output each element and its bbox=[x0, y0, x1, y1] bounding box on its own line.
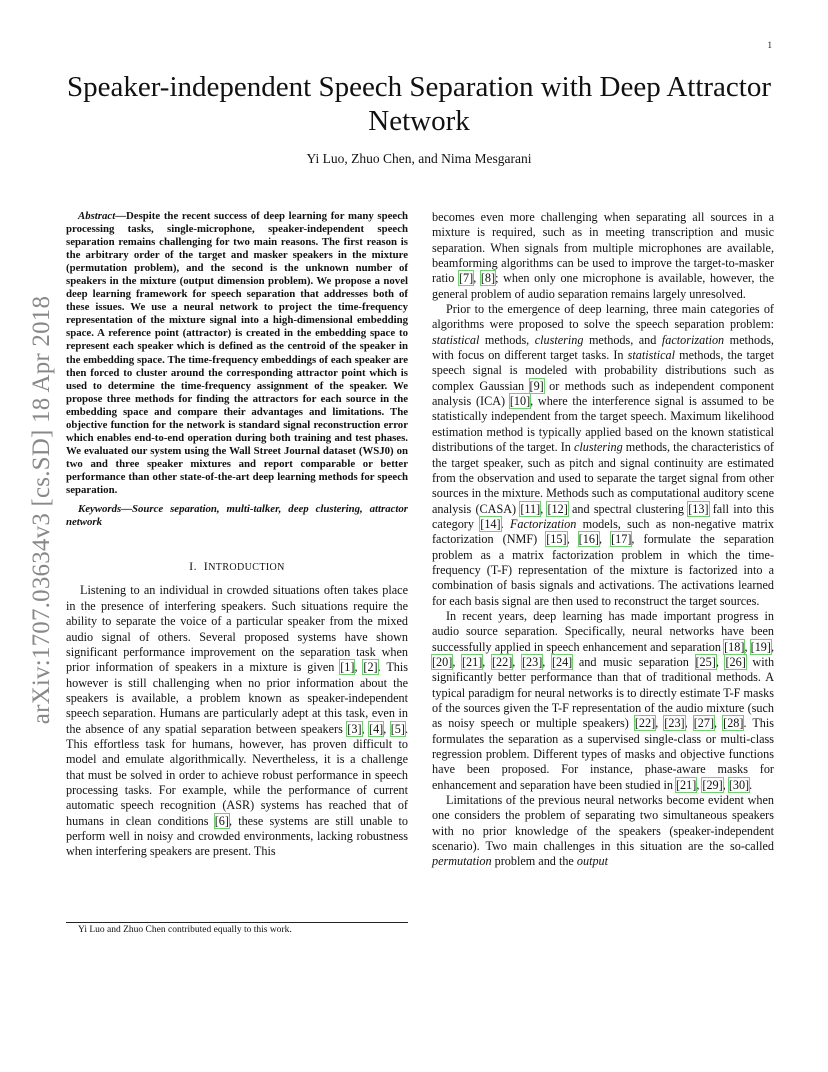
citation-link[interactable]: [7] bbox=[458, 271, 474, 286]
citation-link[interactable]: [30] bbox=[728, 777, 750, 792]
text-span: Limitations of the previous neural networks become evident when one considers the problem of separating two simultaneous speakers with no prior knowledge of the speakers (speaker-independent scenario). Two main challenges in this situation are the so-called bbox=[432, 793, 774, 854]
citation-link[interactable]: [19] bbox=[750, 639, 771, 654]
citation-link[interactable]: [28] bbox=[723, 716, 744, 731]
text-span: methods, the target speech signal is modeled with probability distributions such as complex Gaussian bbox=[432, 348, 774, 393]
emphasis: statistical bbox=[627, 348, 676, 363]
citation-link[interactable]: [21] bbox=[461, 654, 483, 669]
citation-link[interactable]: [15] bbox=[546, 532, 567, 547]
text-span: methods, and bbox=[583, 332, 662, 347]
text-span: problem and the bbox=[491, 854, 577, 869]
authors: Yi Luo, Zhuo Chen, and Nima Mesgarani bbox=[306, 151, 532, 166]
text-span: , where the interference signal is assumed to be statistically independent from the target speech. Maximum likelihood estimation method is typically applied based on the known statistical distributions of the target. In bbox=[432, 394, 775, 455]
citation-link[interactable]: [6] bbox=[214, 813, 229, 828]
keywords: Keywords—Source separation, multi-talker, deep clustering, attractor network bbox=[66, 503, 408, 529]
citation-link[interactable]: [13] bbox=[688, 501, 709, 516]
citation-link[interactable]: [21] bbox=[676, 777, 697, 792]
paper-title: Speaker-independent Speech Separation with Deep Attractor Network bbox=[66, 71, 772, 137]
citation-link[interactable]: [4] bbox=[369, 721, 384, 736]
text-span: models, such as non-negative matrix factorization (NMF) bbox=[432, 516, 774, 547]
arxiv-stamp-text: arXiv:1707.03634v3 [cs.SD] 18 Apr 2018 bbox=[28, 295, 55, 725]
footnote-rule bbox=[66, 922, 408, 923]
emphasis: statistical bbox=[432, 332, 480, 347]
text-span: ; when only one microphone is available, however, the general problem of audio separation remains largely unresolved. bbox=[432, 271, 774, 301]
footnote: Yi Luo and Zhuo Chen contributed equally to this work. bbox=[78, 925, 292, 935]
intro-paragraph-2: Prior to the emergence of deep learning, three main categories of algorithms were proposed to solve the speech separation problem: statistical methods, clustering methods, and factorization methods, with focus on different target tasks. In statistical methods, the target speech signal is modeled with probability distributions such as complex Gaussian [9] or methods such as independent component analysis (ICA) [10], where the interference signal is assumed to be statistically independent from the target speech. Maximum likelihood estimation method is typically applied based on the known statistical distributions of the target. In clustering methods, the characteristics of the target speaker, such as pitch and signal continuity are estimated from the observation and used to separate the target signal from other sources in the mixture. Methods such as computational auditory scene analysis (CASA) [11], [12] and spectral clustering [13] fall into this category [14]. Factorization models, such as non-negative matrix factorization (NMF) [15], [16], [17], formulate the separation problem as a matrix factorization problem in which the time-frequency (T-F) representation of the mixture is factorized into a combination of basis signals and activations. The activations learned for each basis signal are then used to reconstruct the target sources. bbox=[432, 302, 775, 608]
abstract-label: Abstract bbox=[78, 210, 116, 222]
citation-link[interactable]: [23] bbox=[521, 654, 543, 669]
citation-link[interactable]: [11] bbox=[520, 501, 541, 516]
intro-paragraph-3: In recent years, deep learning has made important progress in audio source separation. Specifically, neural networks have been successfully applied in speech enhancement and separation [18], [19], [20], [21], [22], [23], [24] and music separation [25], [26] with significantly better performance than that of traditional methods. A typical paradigm for neural networks is to directly estimate T-F masks of the sources given the T-F representation of the audio mixture (such as noisy speech or multiple speakers) [22], [23], [27], [28]. This formulates the separation as a supervised single-class or multi-class regression problem. Different types of masks and objective functions have been proposed. For instance, phase-aware masks for enhancement and separation have been studied in [21], [29], [30]. bbox=[432, 608, 775, 792]
citation-link[interactable]: [9] bbox=[529, 378, 544, 393]
text-span: . This formulates the separation as a supervised single-class or multi-class regression problem. Different types of masks and objective functions have been proposed. For instance, phase-aware masks for enhancement and separation have been studied in bbox=[432, 716, 775, 792]
citation-link[interactable]: [22] bbox=[491, 654, 513, 669]
text-span: Prior to the emergence of deep learning, three main categories of algorithms were proposed to solve the speech separation problem: bbox=[432, 302, 774, 332]
text-span: with significantly better performance than that of traditional methods. A typical paradigm for neural networks is to directly estimate T-F masks of the sources given the T-F representation of the audio mixture (such as noisy speech or multiple speakers) bbox=[432, 654, 775, 731]
text-span: becomes even more challenging when separating all sources in a mixture is required, such as in meeting transcription and music separation. When signals from multiple microphones are available, beamforming algorithms can be used to improve the target-to-masker ratio bbox=[432, 210, 774, 286]
citation-link[interactable]: [23] bbox=[664, 716, 685, 731]
section-initial: I bbox=[203, 559, 209, 574]
text-span: In recent years, deep learning has made important progress in audio source separation. Specifically, neural networks have been successfully applied in speech enhancement and separation bbox=[432, 608, 774, 654]
text-span: . bbox=[500, 516, 510, 531]
emphasis: clustering bbox=[534, 332, 584, 347]
citation-link[interactable]: [3] bbox=[347, 721, 362, 736]
text-span: Listening to an individual in crowded situations often takes place in the presence of interfering speakers. Such situations require the ability to separate the voice of a particular speaker from the mixed audio signal of others. Several proposed systems have shown significant performance improvement on the separation task when prior information of speakers in a mixture is given bbox=[66, 583, 408, 675]
section-heading-introduction bbox=[66, 559, 408, 575]
citation-link[interactable]: [22] bbox=[634, 716, 656, 731]
text-span: , these systems are still unable to perform well in noisy and crowded environments, lacking robustness when interfering speakers are present. This bbox=[66, 813, 408, 859]
text-span: . This however is still challenging when no prior information about the speakers is available, a problem known as speaker-independent speech separation. Humans are particularly adept at this task, even in the absence of any spatial separation between speakers bbox=[66, 660, 408, 736]
citation-link[interactable]: [16] bbox=[578, 532, 599, 547]
text-span: methods, bbox=[479, 332, 535, 347]
arxiv-stamp bbox=[22, 290, 62, 730]
section-number: I. bbox=[189, 559, 197, 574]
text-span: and music separation bbox=[572, 654, 696, 669]
text-span: methods, the characteristics of the target speaker, such as pitch and signal continuity are estimated from the observation and used to separate the target signal from other sources in the mixture. Methods such as computational auditory scene analysis (CASA) bbox=[432, 440, 774, 516]
citation-link[interactable]: [24] bbox=[551, 654, 573, 669]
emphasis: factorization bbox=[661, 332, 725, 347]
emphasis: Factorization bbox=[509, 516, 577, 531]
citation-link[interactable]: [20] bbox=[432, 654, 453, 669]
citation-link[interactable]: [10] bbox=[509, 394, 531, 409]
emphasis: clustering bbox=[573, 440, 623, 455]
citation-link[interactable]: [12] bbox=[547, 501, 568, 516]
text-span: fall into this category bbox=[432, 501, 774, 531]
text-span: or methods such as independent component analysis (ICA) bbox=[432, 378, 774, 409]
citation-link[interactable]: [26] bbox=[725, 654, 746, 669]
emphasis: output bbox=[576, 854, 609, 869]
text-span: methods, with focus on different target tasks. In bbox=[432, 332, 774, 363]
citation-link[interactable]: [2] bbox=[363, 660, 378, 675]
left-column bbox=[66, 210, 408, 860]
citation-link[interactable]: [1] bbox=[340, 660, 355, 675]
citation-link[interactable]: [27] bbox=[693, 716, 715, 731]
abstract bbox=[66, 210, 408, 497]
citation-link[interactable]: [29] bbox=[702, 777, 723, 792]
citation-link[interactable]: [5] bbox=[390, 721, 405, 736]
text-span: . This effortless task for humans, however, has proven difficult to model and emulate algorithmically. Nevertheless, it is a challenge that must be solved in order to achieve robust performance in speech processing tasks. For example, while the performance of current automatic speech recognition (ASR) systems has reached that of humans in clean conditions bbox=[66, 721, 408, 828]
citation-link[interactable]: [17] bbox=[611, 532, 632, 547]
citation-link[interactable]: [14] bbox=[480, 516, 501, 531]
text-span: . bbox=[749, 777, 753, 792]
citation-link[interactable]: [25] bbox=[695, 654, 716, 669]
emphasis: permutation bbox=[432, 854, 492, 869]
right-column bbox=[432, 210, 774, 870]
text-span: , formulate the separation problem as a matrix factorization problem in which the time-frequency (T-F) representation of the mixture is factorized into a combination of basis signals and activations. The activations learned for each basis signal are then used to reconstruct the target sources. bbox=[432, 532, 774, 608]
intro-paragraph-4 bbox=[432, 793, 774, 870]
intro-paragraph-continued: becomes even more challenging when separating all sources in a mixture is required, such as in meeting transcription and music separation. When signals from multiple microphones are available, beamforming algorithms can be used to improve the target-to-masker ratio [7], [8]; when only one microphone is available, however, the general problem of audio separation remains largely unresolved. bbox=[432, 210, 774, 301]
intro-paragraph-1: Listening to an individual in crowded situations often takes place in the presence of interfering speakers. Such situations require the ability to separate the voice of a particular speaker from the mixed audio signal of others. Several proposed systems have shown significant performance improvement on the separation task when prior information of speakers in a mixture is given [1], [2]. This however is still challenging when no prior information about the speakers is available, a problem known as speaker-independent speech separation. Humans are particularly adept at this task, even in the absence of any spatial separation between speakers [3], [4], [5]. This effortless task for humans, however, has proven difficult to model and emulate algorithmically. Nevertheless, it is a challenge that must be solved in order to achieve robust performance in speech processing tasks. For example, while the performance of current automatic speech recognition (ASR) systems has reached that of humans in clean conditions [6], these systems are still unable to perform well in noisy and crowded environments, lacking robustness when interfering speakers are present. This bbox=[66, 583, 408, 859]
page-number: 1 bbox=[767, 40, 772, 50]
text-span: and spectral clustering bbox=[567, 501, 689, 516]
section-title-rest: NTRODUCTION bbox=[208, 562, 285, 574]
abstract-text: —Despite the recent success of deep learning for many speech processing tasks, single-microphone, speaker-independent speech separation remains challenging for two main reasons. The first reason is the arbitrary order of the target and masker speakers in the mixture (permutation problem), and the second is the unknown number of speakers in the mixture (output dimension problem). We propose a novel deep learning framework for speech separation that addresses both of these issues. We use a neural network to project the time-frequency representation of the mixture signal into a high-dimensional embedding space. A reference point (attractor) is created in the embedding space to represent each speaker which is defined as the centroid of the speaker in the embedding space. The time-frequency embeddings of each speaker are then forced to cluster around the corresponding attractor point which is used to determine the time-frequency assignment of the speaker. We propose three methods for finding the attractors for each source in the embedding space and compare their advantages and limitations. The objective function for the network is standard signal reconstruction error which enables end-to-end operation during both training and test phases. We evaluated our system using the Wall Street Journal dataset (WSJ0) on two and three speaker mixtures and report comparable or better performance than other state-of-the-art deep learning methods for speech separation. bbox=[66, 210, 408, 496]
citation-link[interactable]: [18] bbox=[724, 639, 745, 654]
citation-link[interactable]: [8] bbox=[480, 271, 496, 286]
